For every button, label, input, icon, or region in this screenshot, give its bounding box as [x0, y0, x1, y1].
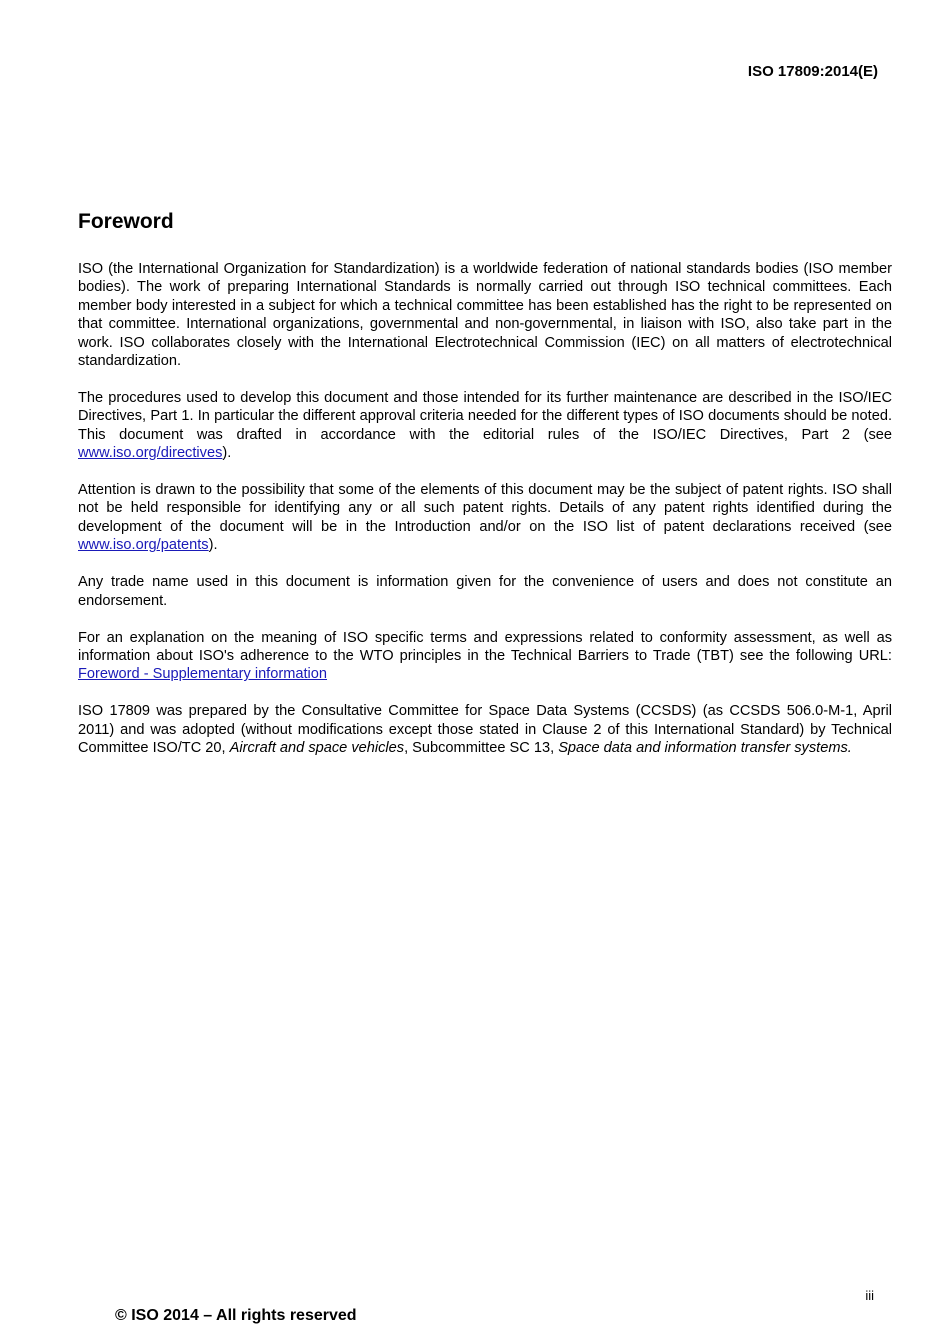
- paragraph-conformity-text: For an explanation on the meaning of ISO specific terms and expressions related to conformity assessment, as well as information about ISO's adherence to the WTO principles in the Technical Barriers to Trade (TBT) see the following URL:: [78, 629, 901, 664]
- page-number: iii: [865, 1288, 874, 1303]
- paragraph-procedures: [78, 389, 892, 463]
- paragraph-iso-intro: ISO (the International Organization for Standardization) is a worldwide federation of national standards bodies (ISO member bodies). The work of preparing International Standards is normally carried out through ISO technical committees. Each member body interested in a subject for which a technical committee has been established has the right to be represented on that committee. International organizations, governmental and non-governmental, in liaison with ISO, also take part in the work. ISO collaborates closely with the International Electrotechnical Commission (IEC) on all matters of electrotechnical standardization.: [78, 261, 892, 370]
- paragraph-conformity: [78, 629, 901, 684]
- paragraph-prepared-by: [78, 702, 892, 757]
- document-id-header: ISO 17809:2014(E): [747, 63, 878, 80]
- paragraph-patents: [78, 481, 892, 555]
- patents-link[interactable]: www.iso.org/patents: [78, 537, 209, 554]
- prepared-by-text: ISO 17809 was prepared by the Consultative Committee for Space Data Systems (CCSDS) (as CCSDS 506.0-M-1, April 2011) and was adopted (without modifications except those stated in Clause 2 of this International Standard) by Technical Committee ISO/TC 20,: [78, 703, 892, 757]
- supplementary-info-link[interactable]: Foreword - Supplementary information: [78, 666, 328, 683]
- committee-name-italic: Aircraft and space vehicles: [229, 740, 405, 757]
- subcommittee-name-italic: Space data and information transfer systems.: [558, 740, 852, 757]
- directives-link[interactable]: www.iso.org/directives: [78, 445, 223, 462]
- page-title: Foreword: [78, 210, 174, 233]
- foreword-body: [78, 260, 901, 776]
- subcommittee-text: , Subcommittee SC 13,: [404, 740, 559, 757]
- paragraph-trade-name: Any trade name used in this document is information given for the convenience of users and does not constitute an endorsement.: [78, 574, 892, 609]
- paragraph-patents-text: Attention is drawn to the possibility that some of the elements of this document may be the subject of patent rights. ISO shall not be held responsible for identifying any or all such patent rights. Details of any patent rights identified during the development of the document will be in the Introduction and/or on the ISO list of patent declarations received (see: [78, 482, 892, 535]
- paragraph-procedures-end: ).: [222, 445, 232, 462]
- copyright-notice: © ISO 2014 – All rights reserved: [115, 1307, 357, 1324]
- paragraph-patents-end: ).: [208, 537, 218, 554]
- paragraph-procedures-text: The procedures used to develop this document and those intended for its further maintenance are described in the ISO/IEC Directives, Part 1. In particular the different approval criteria needed for the different types of ISO documents should be noted. This document was drafted in accordance with the editorial rules of the ISO/IEC Directives, Part 2 (see: [78, 389, 892, 443]
